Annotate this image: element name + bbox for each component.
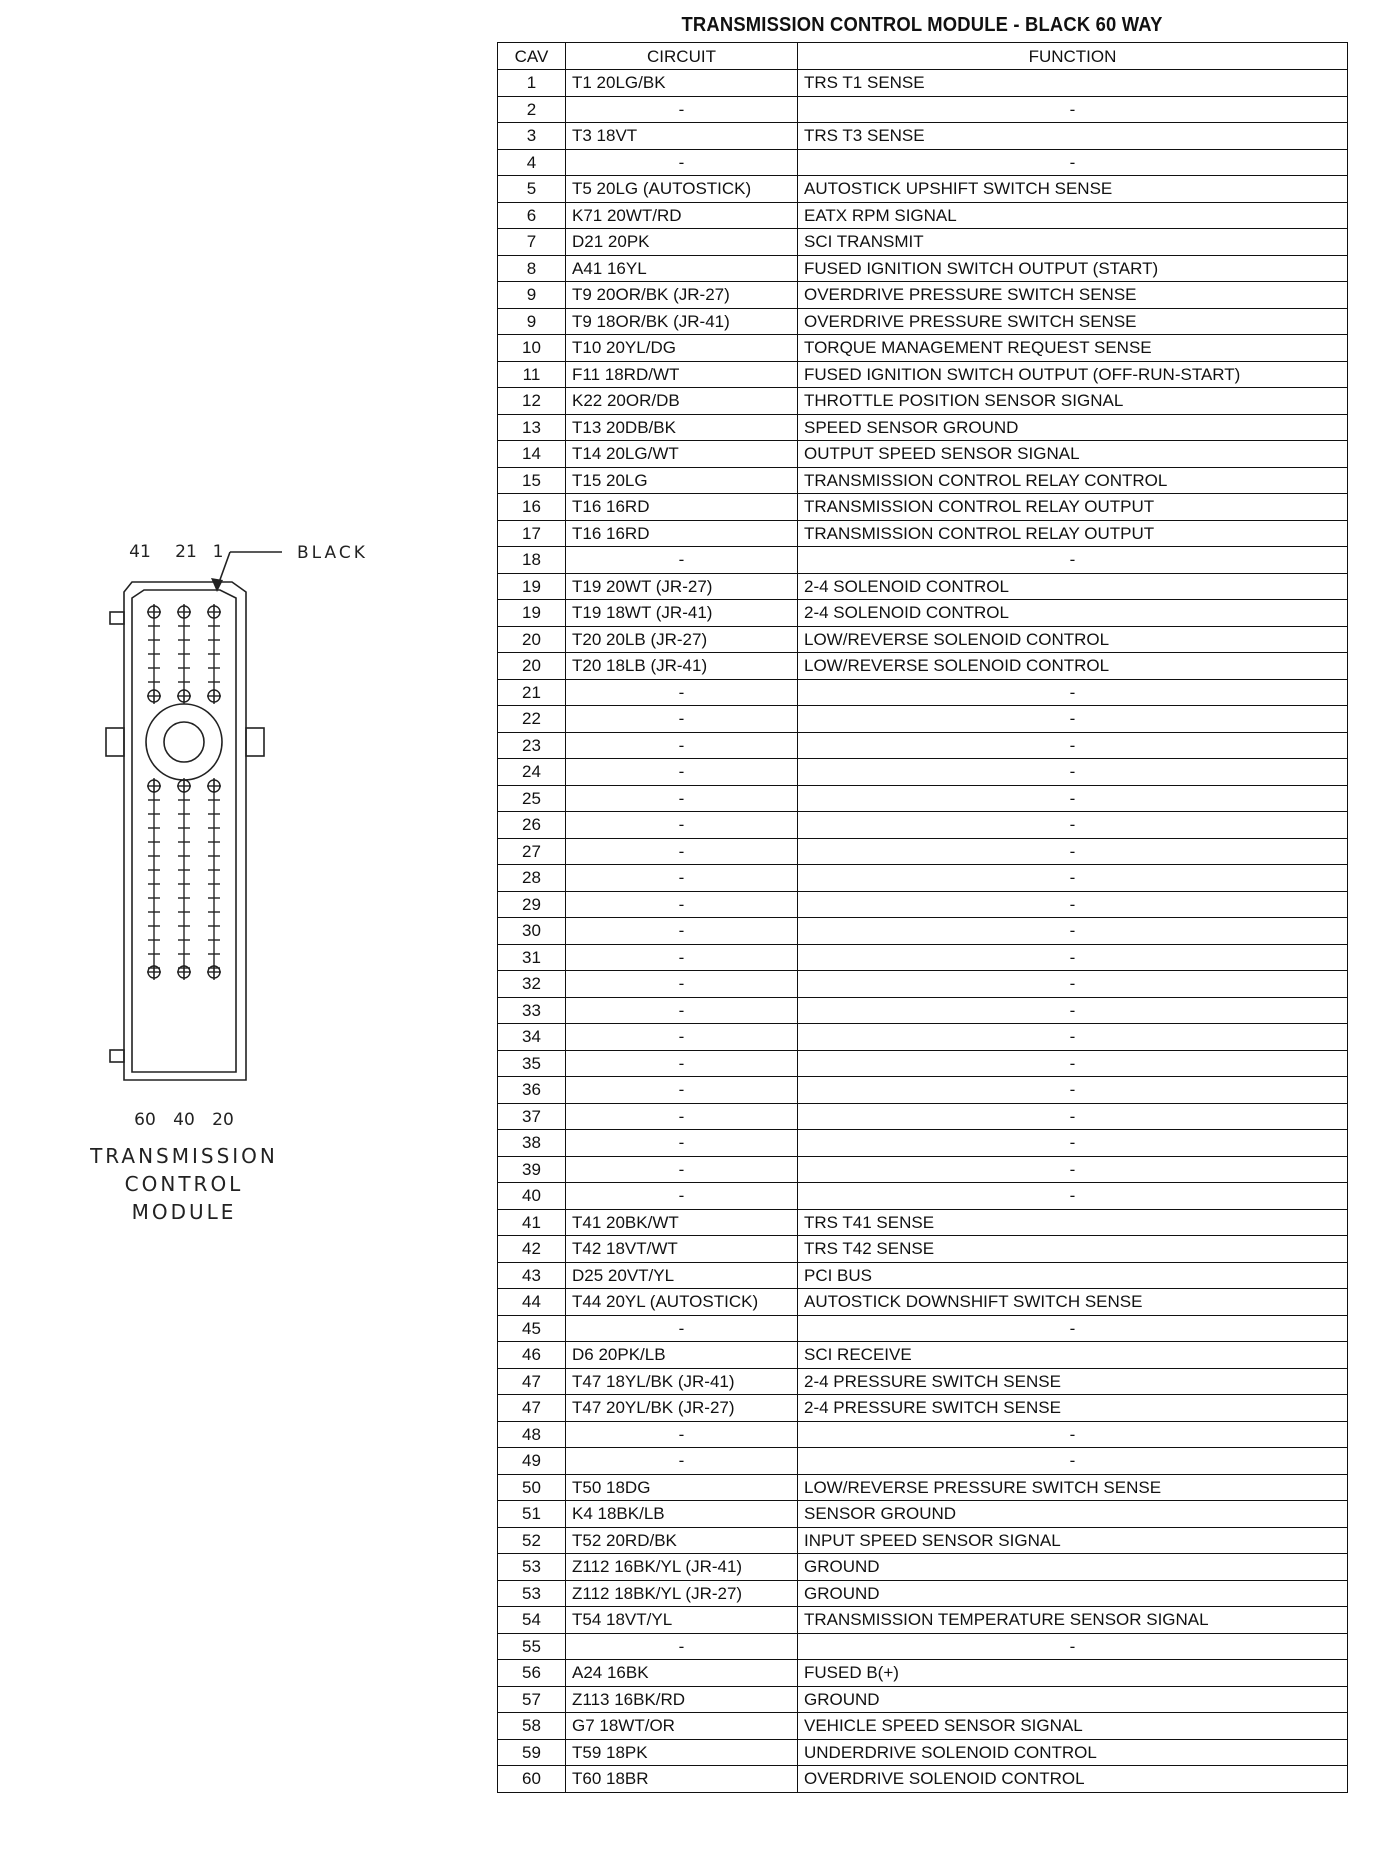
cav-cell: 4 [498, 149, 566, 176]
function-cell: TRS T3 SENSE [798, 123, 1348, 150]
top-pin-label-1: 1 [212, 542, 224, 562]
function-cell: OVERDRIVE PRESSURE SWITCH SENSE [798, 282, 1348, 309]
table-row [498, 1077, 1348, 1104]
table-row [498, 1554, 1348, 1581]
circuit-cell: - [566, 1130, 798, 1157]
circuit-cell: T1 20LG/BK [566, 70, 798, 97]
bottom-pin-label-60: 60 [134, 1110, 156, 1130]
function-cell: - [798, 547, 1348, 574]
cav-cell: 13 [498, 414, 566, 441]
table-row [498, 679, 1348, 706]
cav-cell: 35 [498, 1050, 566, 1077]
caption-line-2: CONTROL [124, 1172, 244, 1196]
header-function: FUNCTION [798, 43, 1348, 70]
table-row [498, 1024, 1348, 1051]
cav-cell: 56 [498, 1660, 566, 1687]
function-cell: TRS T41 SENSE [798, 1209, 1348, 1236]
table-row [498, 1209, 1348, 1236]
function-cell: 2-4 PRESSURE SWITCH SENSE [798, 1368, 1348, 1395]
function-cell: OUTPUT SPEED SENSOR SIGNAL [798, 441, 1348, 468]
cav-cell: 36 [498, 1077, 566, 1104]
circuit-cell: T15 20LG [566, 467, 798, 494]
cav-cell: 50 [498, 1474, 566, 1501]
cav-cell: 20 [498, 653, 566, 680]
circuit-cell: A24 16BK [566, 1660, 798, 1687]
cav-cell: 32 [498, 971, 566, 998]
cav-cell: 33 [498, 997, 566, 1024]
bottom-pin-label-20: 20 [212, 1110, 234, 1130]
circuit-cell: T14 20LG/WT [566, 441, 798, 468]
circuit-cell: T47 18YL/BK (JR-41) [566, 1368, 798, 1395]
function-cell: FUSED IGNITION SWITCH OUTPUT (OFF-RUN-START) [798, 361, 1348, 388]
function-cell: OVERDRIVE PRESSURE SWITCH SENSE [798, 308, 1348, 335]
function-cell: FUSED IGNITION SWITCH OUTPUT (START) [798, 255, 1348, 282]
function-cell: GROUND [798, 1554, 1348, 1581]
function-cell: TRANSMISSION CONTROL RELAY OUTPUT [798, 520, 1348, 547]
cav-cell: 51 [498, 1501, 566, 1528]
function-cell: TRS T42 SENSE [798, 1236, 1348, 1263]
table-row [498, 149, 1348, 176]
function-cell: - [798, 891, 1348, 918]
table-row [498, 1368, 1348, 1395]
pinout-table [497, 42, 1348, 1793]
function-cell: - [798, 1183, 1348, 1210]
function-cell: VEHICLE SPEED SENSOR SIGNAL [798, 1713, 1348, 1740]
cav-cell: 25 [498, 785, 566, 812]
table-row [498, 997, 1348, 1024]
table-row [498, 255, 1348, 282]
function-cell: - [798, 1024, 1348, 1051]
circuit-cell: A41 16YL [566, 255, 798, 282]
table-row [498, 918, 1348, 945]
cav-cell: 40 [498, 1183, 566, 1210]
circuit-cell: T41 20BK/WT [566, 1209, 798, 1236]
function-cell: TRANSMISSION CONTROL RELAY OUTPUT [798, 494, 1348, 521]
function-cell: TORQUE MANAGEMENT REQUEST SENSE [798, 335, 1348, 362]
circuit-cell: T13 20DB/BK [566, 414, 798, 441]
function-cell: SCI RECEIVE [798, 1342, 1348, 1369]
table-row [498, 573, 1348, 600]
cav-cell: 18 [498, 547, 566, 574]
table-row [498, 388, 1348, 415]
cav-cell: 26 [498, 812, 566, 839]
table-row [498, 1395, 1348, 1422]
table-row [498, 467, 1348, 494]
circuit-cell: T59 18PK [566, 1739, 798, 1766]
cav-cell: 49 [498, 1448, 566, 1475]
table-row [498, 1236, 1348, 1263]
circuit-cell: - [566, 96, 798, 123]
table-row [498, 229, 1348, 256]
table-row [498, 414, 1348, 441]
top-pin-label-41: 41 [129, 542, 151, 562]
circuit-cell: K4 18BK/LB [566, 1501, 798, 1528]
circuit-cell: - [566, 1024, 798, 1051]
table-row [498, 547, 1348, 574]
circuit-cell: - [566, 759, 798, 786]
function-cell: UNDERDRIVE SOLENOID CONTROL [798, 1739, 1348, 1766]
table-row [498, 971, 1348, 998]
circuit-cell: - [566, 944, 798, 971]
function-cell: - [798, 1156, 1348, 1183]
caption-line-1: TRANSMISSION [90, 1144, 278, 1168]
table-row [498, 865, 1348, 892]
circuit-cell: - [566, 997, 798, 1024]
circuit-cell: - [566, 812, 798, 839]
table-row [498, 812, 1348, 839]
function-cell: - [798, 865, 1348, 892]
function-cell: - [798, 1633, 1348, 1660]
table-row [498, 891, 1348, 918]
pin-columns [147, 604, 221, 980]
cav-cell: 29 [498, 891, 566, 918]
function-cell: GROUND [798, 1580, 1348, 1607]
function-cell: PCI BUS [798, 1262, 1348, 1289]
function-cell: - [798, 1315, 1348, 1342]
cav-cell: 22 [498, 706, 566, 733]
cav-cell: 38 [498, 1130, 566, 1157]
table-row [498, 1103, 1348, 1130]
table-row [498, 335, 1348, 362]
cav-cell: 12 [498, 388, 566, 415]
circuit-cell: T5 20LG (AUTOSTICK) [566, 176, 798, 203]
circuit-cell: T3 18VT [566, 123, 798, 150]
circuit-cell: K71 20WT/RD [566, 202, 798, 229]
table-row [498, 1289, 1348, 1316]
cav-cell: 60 [498, 1766, 566, 1793]
table-row [498, 626, 1348, 653]
circuit-cell: - [566, 1315, 798, 1342]
cav-cell: 55 [498, 1633, 566, 1660]
cav-cell: 34 [498, 1024, 566, 1051]
table-row [498, 1262, 1348, 1289]
cav-cell: 17 [498, 520, 566, 547]
cav-cell: 3 [498, 123, 566, 150]
circuit-cell: T50 18DG [566, 1474, 798, 1501]
function-cell: - [798, 812, 1348, 839]
circuit-cell: D6 20PK/LB [566, 1342, 798, 1369]
table-row [498, 1474, 1348, 1501]
function-cell: GROUND [798, 1686, 1348, 1713]
function-cell: 2-4 SOLENOID CONTROL [798, 573, 1348, 600]
circuit-cell: D21 20PK [566, 229, 798, 256]
table-row [498, 202, 1348, 229]
cav-cell: 16 [498, 494, 566, 521]
header-cav: CAV [498, 43, 566, 70]
table-row [498, 1527, 1348, 1554]
cav-cell: 23 [498, 732, 566, 759]
function-cell: LOW/REVERSE PRESSURE SWITCH SENSE [798, 1474, 1348, 1501]
cav-cell: 6 [498, 202, 566, 229]
function-cell: - [798, 679, 1348, 706]
function-cell: - [798, 1421, 1348, 1448]
cav-cell: 27 [498, 838, 566, 865]
function-cell: - [798, 918, 1348, 945]
circuit-cell: Z113 16BK/RD [566, 1686, 798, 1713]
circuit-cell: T47 20YL/BK (JR-27) [566, 1395, 798, 1422]
table-row [498, 1315, 1348, 1342]
circuit-cell: - [566, 1050, 798, 1077]
table-row [498, 1607, 1348, 1634]
bottom-pin-label-40: 40 [173, 1110, 195, 1130]
function-cell: - [798, 149, 1348, 176]
circuit-cell: - [566, 732, 798, 759]
table-row [498, 944, 1348, 971]
cav-cell: 20 [498, 626, 566, 653]
cav-cell: 37 [498, 1103, 566, 1130]
circuit-cell: - [566, 706, 798, 733]
circuit-cell: - [566, 1156, 798, 1183]
table-row [498, 1713, 1348, 1740]
function-cell: - [798, 1050, 1348, 1077]
cav-cell: 47 [498, 1395, 566, 1422]
table-row [498, 308, 1348, 335]
function-cell: TRS T1 SENSE [798, 70, 1348, 97]
circuit-cell: T19 20WT (JR-27) [566, 573, 798, 600]
cav-cell: 47 [498, 1368, 566, 1395]
table-row [498, 1050, 1348, 1077]
table-row [498, 785, 1348, 812]
table-row [498, 1130, 1348, 1157]
connector-diagram [60, 520, 368, 1340]
function-cell: AUTOSTICK DOWNSHIFT SWITCH SENSE [798, 1289, 1348, 1316]
table-row [498, 1156, 1348, 1183]
cav-cell: 9 [498, 282, 566, 309]
cav-cell: 54 [498, 1607, 566, 1634]
table-row [498, 732, 1348, 759]
circuit-cell: T52 20RD/BK [566, 1527, 798, 1554]
color-label: BLACK [297, 543, 368, 563]
circuit-cell: T54 18VT/YL [566, 1607, 798, 1634]
cav-cell: 19 [498, 573, 566, 600]
circuit-cell: - [566, 1077, 798, 1104]
function-cell: - [798, 1130, 1348, 1157]
circuit-cell: T9 18OR/BK (JR-41) [566, 308, 798, 335]
table-row [498, 494, 1348, 521]
circuit-cell: Z112 16BK/YL (JR-41) [566, 1554, 798, 1581]
function-cell: INPUT SPEED SENSOR SIGNAL [798, 1527, 1348, 1554]
circuit-cell: T16 16RD [566, 520, 798, 547]
circuit-cell: - [566, 547, 798, 574]
circuit-cell: - [566, 971, 798, 998]
cav-cell: 57 [498, 1686, 566, 1713]
circuit-cell: T42 18VT/WT [566, 1236, 798, 1263]
cav-cell: 8 [498, 255, 566, 282]
cav-cell: 42 [498, 1236, 566, 1263]
circuit-cell: - [566, 1103, 798, 1130]
cav-cell: 19 [498, 600, 566, 627]
circuit-cell: - [566, 1633, 798, 1660]
cav-cell: 46 [498, 1342, 566, 1369]
circuit-cell: - [566, 1421, 798, 1448]
function-cell: TRANSMISSION CONTROL RELAY CONTROL [798, 467, 1348, 494]
function-cell: EATX RPM SIGNAL [798, 202, 1348, 229]
cav-cell: 30 [498, 918, 566, 945]
table-row [498, 706, 1348, 733]
table-row [498, 1501, 1348, 1528]
circuit-cell: T20 18LB (JR-41) [566, 653, 798, 680]
circuit-cell: T9 20OR/BK (JR-27) [566, 282, 798, 309]
cav-cell: 59 [498, 1739, 566, 1766]
connector-body [106, 582, 264, 1080]
table-row [498, 1766, 1348, 1793]
cav-cell: 53 [498, 1580, 566, 1607]
function-cell: - [798, 1448, 1348, 1475]
circuit-cell: Z112 18BK/YL (JR-27) [566, 1580, 798, 1607]
function-cell: AUTOSTICK UPSHIFT SWITCH SENSE [798, 176, 1348, 203]
table-row [498, 1448, 1348, 1475]
function-cell: - [798, 944, 1348, 971]
top-pin-label-21: 21 [175, 542, 197, 562]
cav-cell: 52 [498, 1527, 566, 1554]
caption-line-3: MODULE [131, 1200, 237, 1224]
cav-cell: 10 [498, 335, 566, 362]
cav-cell: 21 [498, 679, 566, 706]
circuit-cell: - [566, 1448, 798, 1475]
function-cell: SENSOR GROUND [798, 1501, 1348, 1528]
cav-cell: 31 [498, 944, 566, 971]
table-row [498, 123, 1348, 150]
cav-cell: 1 [498, 70, 566, 97]
circuit-cell: K22 20OR/DB [566, 388, 798, 415]
table-row [498, 600, 1348, 627]
function-cell: THROTTLE POSITION SENSOR SIGNAL [798, 388, 1348, 415]
table-row [498, 282, 1348, 309]
function-cell: 2-4 SOLENOID CONTROL [798, 600, 1348, 627]
cav-cell: 2 [498, 96, 566, 123]
table-row [498, 1739, 1348, 1766]
cav-cell: 14 [498, 441, 566, 468]
table-row [498, 1686, 1348, 1713]
cav-cell: 7 [498, 229, 566, 256]
circuit-cell: - [566, 918, 798, 945]
circuit-cell: T60 18BR [566, 1766, 798, 1793]
function-cell: - [798, 96, 1348, 123]
cav-cell: 43 [498, 1262, 566, 1289]
cav-cell: 15 [498, 467, 566, 494]
cav-cell: 41 [498, 1209, 566, 1236]
circuit-cell: - [566, 679, 798, 706]
function-cell: OVERDRIVE SOLENOID CONTROL [798, 1766, 1348, 1793]
function-cell: LOW/REVERSE SOLENOID CONTROL [798, 653, 1348, 680]
table-row [498, 96, 1348, 123]
table-row [498, 520, 1348, 547]
circuit-cell: T44 20YL (AUTOSTICK) [566, 1289, 798, 1316]
cav-cell: 44 [498, 1289, 566, 1316]
circuit-cell: T19 18WT (JR-41) [566, 600, 798, 627]
function-cell: - [798, 838, 1348, 865]
cav-cell: 45 [498, 1315, 566, 1342]
function-cell: - [798, 997, 1348, 1024]
function-cell: - [798, 1077, 1348, 1104]
function-cell: SPEED SENSOR GROUND [798, 414, 1348, 441]
cav-cell: 5 [498, 176, 566, 203]
circuit-cell: F11 18RD/WT [566, 361, 798, 388]
circuit-cell: - [566, 149, 798, 176]
circuit-cell: D25 20VT/YL [566, 1262, 798, 1289]
table-row [498, 1660, 1348, 1687]
table-row [498, 653, 1348, 680]
table-row [498, 1580, 1348, 1607]
table-body [498, 70, 1348, 1793]
cav-cell: 48 [498, 1421, 566, 1448]
cav-cell: 24 [498, 759, 566, 786]
function-cell: - [798, 706, 1348, 733]
table-row [498, 176, 1348, 203]
circuit-cell: - [566, 785, 798, 812]
cav-cell: 53 [498, 1554, 566, 1581]
table-row [498, 1421, 1348, 1448]
circuit-cell: - [566, 1183, 798, 1210]
table-row [498, 759, 1348, 786]
function-cell: LOW/REVERSE SOLENOID CONTROL [798, 626, 1348, 653]
circuit-cell: T16 16RD [566, 494, 798, 521]
function-cell: 2-4 PRESSURE SWITCH SENSE [798, 1395, 1348, 1422]
function-cell: - [798, 785, 1348, 812]
table-row [498, 1633, 1348, 1660]
cav-cell: 11 [498, 361, 566, 388]
table-row [498, 361, 1348, 388]
header-circuit: CIRCUIT [566, 43, 798, 70]
circuit-cell: - [566, 865, 798, 892]
page-title: TRANSMISSION CONTROL MODULE - BLACK 60 WAY [681, 14, 1163, 36]
circuit-cell: T10 20YL/DG [566, 335, 798, 362]
function-cell: - [798, 1103, 1348, 1130]
function-cell: - [798, 759, 1348, 786]
cav-cell: 39 [498, 1156, 566, 1183]
circuit-cell: G7 18WT/OR [566, 1713, 798, 1740]
function-cell: TRANSMISSION TEMPERATURE SENSOR SIGNAL [798, 1607, 1348, 1634]
table-row [498, 70, 1348, 97]
table-row [498, 838, 1348, 865]
table-row [498, 441, 1348, 468]
circuit-cell: - [566, 891, 798, 918]
table-row [498, 1342, 1348, 1369]
circuit-cell: T20 20LB (JR-27) [566, 626, 798, 653]
cav-cell: 58 [498, 1713, 566, 1740]
cav-cell: 9 [498, 308, 566, 335]
cav-cell: 28 [498, 865, 566, 892]
table-row [498, 1183, 1348, 1210]
table-header-row [498, 43, 1348, 70]
function-cell: - [798, 732, 1348, 759]
function-cell: FUSED B(+) [798, 1660, 1348, 1687]
function-cell: - [798, 971, 1348, 998]
circuit-cell: - [566, 838, 798, 865]
function-cell: SCI TRANSMIT [798, 229, 1348, 256]
